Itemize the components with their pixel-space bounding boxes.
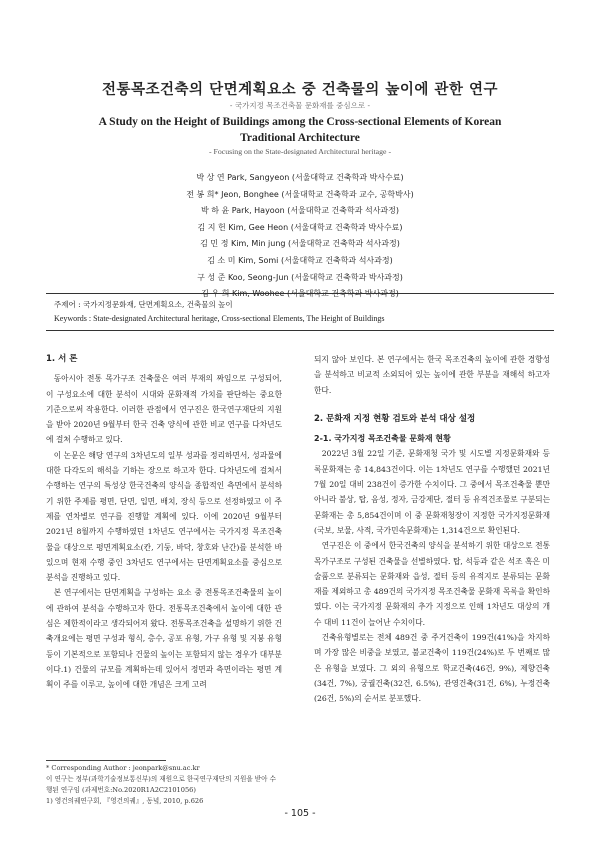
body-paragraph: 되지 않아 보인다. 본 연구에서는 한국 목조건축의 높이에 관한 경향성을 분석하고 비교적 소외되어 있는 높이에 관한 부분을 재해석 하고자 한다.: [314, 355, 550, 395]
author-entry: 김 민 정 Kim, Min jung (서울대학교 건축학과 석사과정): [200, 239, 400, 249]
page-number: - 105 -: [284, 808, 316, 819]
author-entry: 김 지 헌 Kim, Gee Heon (서울대학교 건축학과 박사수료): [197, 222, 403, 232]
title-en-line1: A Study on the Height of Buildings among the Cross-sectional Elements of Korean: [98, 116, 502, 128]
paper-subtitle-en: - Focusing on the State-designated Architectural heritage -: [208, 147, 392, 156]
left-column: [46, 352, 282, 693]
author-entry: 박 하 윤 Park, Hayoon (서울대학교 건축학과 석사과정): [200, 206, 400, 216]
body-paragraph: 건축유형별로는 전체 489건 중 주거건축이 199건(41%)을 차지하며 가장 많은 비중을 보였고, 불교건축이 119건(24%)로 두 번째로 많은 유형을 보였다. 그 외의 유형으로 학교건축(46건, 9%), 제향건축(34건, 7%), 궁궐건축(32건, 6.5%), 관영건축(31건, 6%), 누정건축(26건, 5%)의 순서로 분포했다.: [314, 633, 550, 704]
author-entry: 전 봉 희* Jeon, Bonghee (서울대학교 건축학과 교수, 공학박사): [186, 189, 414, 199]
section-heading: 2. 문화재 지정 현황 검토와 분석 대상 설정: [314, 413, 476, 424]
body-paragraph: 연구진은 이 중에서 한국건축의 양식을 분석하기 위한 대상으로 전통 목가구조로 구성된 건축물을 선별하였다. 탑, 석등과 같은 석조 혹은 미술품으로 분류되는 문화재와 읍성, 절터 등의 유적지로 분류되는 문화재를 제외하고 총 489건의 국가지정 목조건축물 문화재 목록을 확인하였다. 이는 국가지정 문화재의 추가 지정으로 인해 1차년도 대상의 개수 대비 11건이 늘어난 수치이다.: [314, 541, 550, 627]
body-paragraph: 이 논문은 해당 연구의 3차년도의 일부 성과를 정리하면서, 성과물에 대한 다각도의 해석을 기하는 장으로 하고자 한다. 다차년도에 걸쳐서 수행하는 연구의 특성상 한국건축의 양식을 종합적인 측면에서 분석하기 위한 주제를 평면, 단면, 입면, 배치, 장식 등으로 선정하였고 이 주제를 연차별로 연구를 진행할 계획에 있다. 이에 2020년 9월부터 2021년 8월까지 수행하였던 1차년도 연구에서는 국가지정 목조건축물을 대상으로 평면계획요소(칸, 기둥, 바닥, 창호와 난간)를 분석한 바 있으며 현재 수행 중인 3차년도 연구에서는 단면계획요소를 중심으로 분석을 진행하고 있다.: [46, 450, 282, 583]
keywords-ko: 주제어 : 국가지정문화재, 단면계획요소, 건축물의 높이: [54, 300, 233, 309]
paper-subtitle-ko: - 국가지정 목조건축물 문화재를 중심으로 -: [229, 101, 371, 110]
body-paragraph: 2022년 3월 22일 기준, 문화재청 국가 및 시도별 지정문화재와 등록문화재는 총 14,843건이다. 이는 1차년도 연구를 수행했던 2021년 7월 20일 대비 238건이 증가한 수치이다. 그 중에서 목조건축물 뿐만 아니라 불상, 탑, 음성, 정자, 금강제단, 절터 등 유적건조물로 구분되는 문화재는 총 5,854건이며 이 중 문화재청장이 지정한 국가지정문화재(국보, 보물, 사적, 국가민속문화재)는 1,314건으로 확인된다.: [314, 449, 550, 535]
title-en-line2: Traditional Architecture: [240, 132, 360, 144]
body-paragraph: 본 연구에서는 단면계획을 구성하는 요소 중 전통목조건축물의 높이에 관하여 분석을 수행하고자 한다. 전통목조건축에서 높이에 대한 관심은 제한적이라고 생각되어져 왔다. 전통목조건축을 설명하기 위한 건축개요에는 평면 구성과 형식, 층수, 공포 유형, 가구 유형 및 지붕 유형 등이 기본적으로 포함되나 건물의 높이는 포함되지 않는 경우가 대부분이다.1) 건물의 규모를 계획하는데 있어서 정면과 측면이라는 평면 계획이 주를 이루고, 높이에 대한 개념은 크게 고려: [46, 588, 282, 690]
right-column: [314, 352, 550, 707]
footnotes: [46, 760, 282, 807]
section-heading: 1. 서 론: [46, 354, 78, 364]
keywords-en: Keywords : State-designated Architectural heritage, Cross-sectional Elements, The Height of Buildings: [54, 314, 385, 323]
author-entry: 김 우 희 Kim, Woohee (서울대학교 건축학과 박사과정): [201, 289, 399, 299]
author-list: [60, 170, 540, 303]
footnote-rule: [46, 760, 166, 761]
footnote-corresponding: * Corresponding Author : jeonpark@snu.ac.kr: [46, 764, 200, 772]
keywords-box: [46, 293, 554, 331]
subsection-heading: 2-1. 국가지정 목조건축물 문화재 현황: [314, 434, 451, 444]
footnote-ref-1: 1) 영건의궤연구회, 『영건의궤』, 동녘, 2010, p.626: [46, 797, 204, 805]
paper-title-en: [60, 114, 540, 146]
author-entry: 구 성 준 Koo, Seong-Jun (서울대학교 건축학과 박사과정): [197, 272, 403, 282]
body-paragraph: 동아시아 전통 목가구조 건축물은 여러 부재의 짜임으로 구성되어, 이 구성요소에 대한 분석이 시대와 문화재적 가치를 판단하는 중요한 기준으로써 작용한다. 이러한 관점에서 연구진은 한국연구재단의 지원을 받아 2020년 9월부터 한국 건축 양식에 관한 비교 연구를 다차년도에 걸쳐 수행하고 있다.: [46, 374, 282, 445]
paper-title: 전통목조건축의 단면계획요소 중 건축물의 높이에 관한 연구: [102, 82, 498, 98]
footnote-funding: 이 연구는 정부(과학기술정보통신부)의 재원으로 한국연구재단의 지원을 받아 수행된 연구임 (과제번호:No.2020R1A2C2101056): [46, 775, 277, 794]
author-entry: 김 소 미 Kim, Somi (서울대학교 건축학과 석사과정): [207, 255, 393, 265]
author-entry: 박 상 연 Park, Sangyeon (서울대학교 건축학과 박사수료): [196, 173, 404, 182]
